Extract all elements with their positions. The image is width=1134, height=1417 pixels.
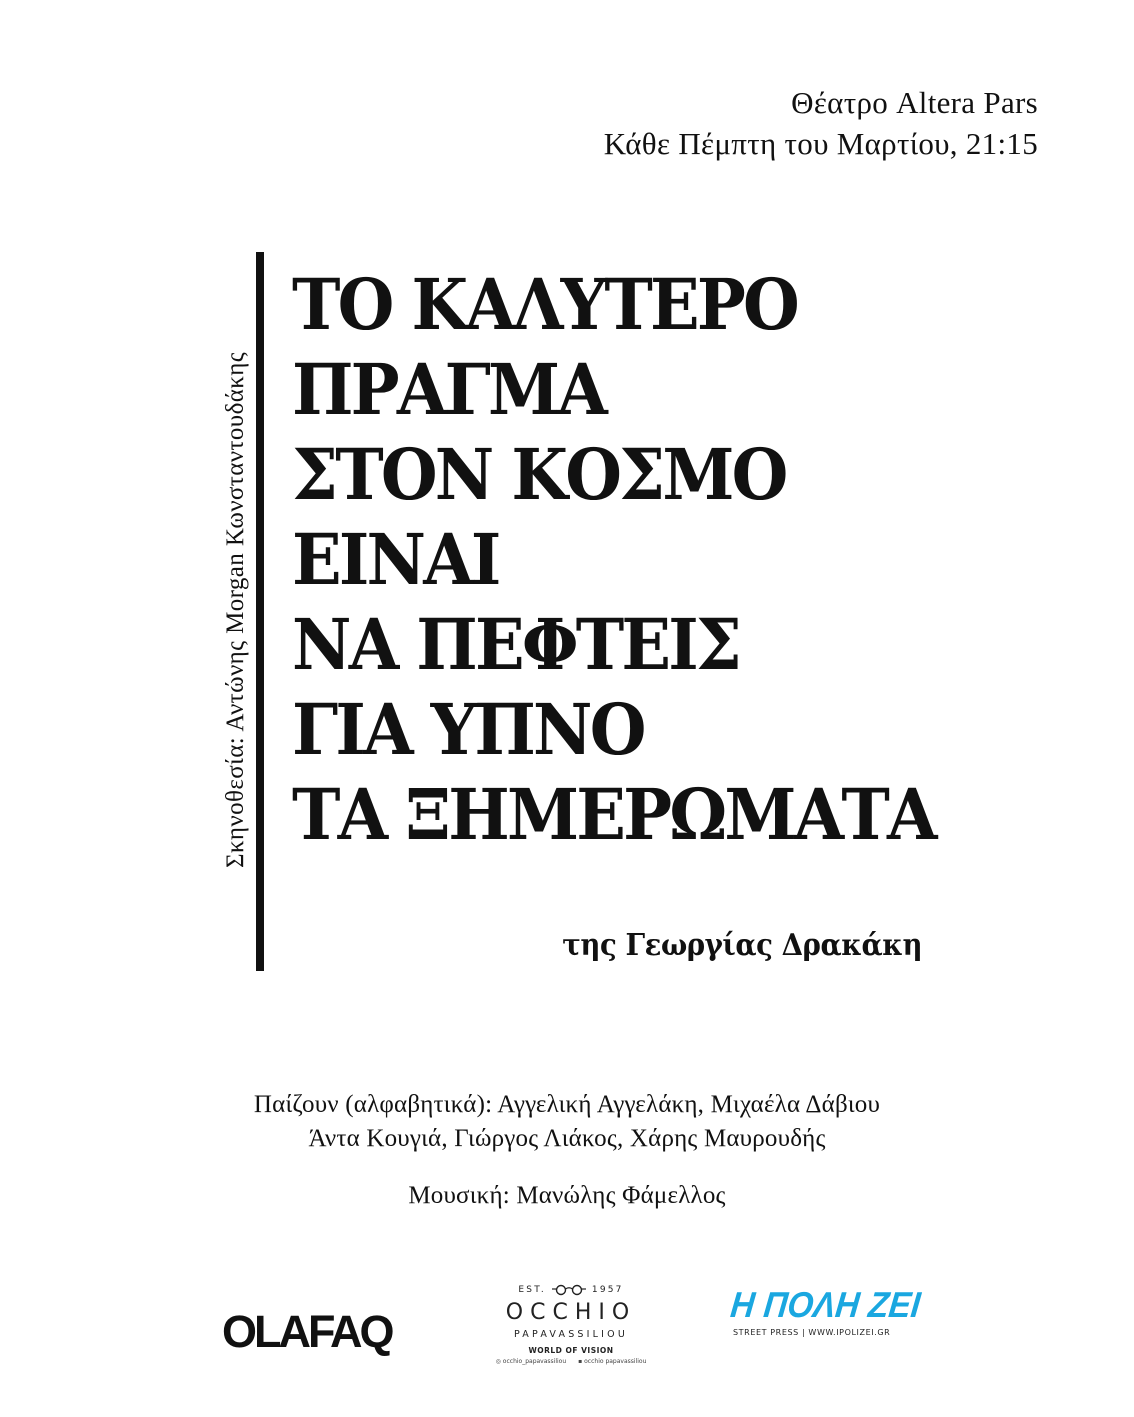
- occhio-sub: PAPAVASSILIOU: [513, 1329, 628, 1340]
- title-line: ΓΙΑ ΥΠΝΟ: [292, 688, 644, 771]
- ipolizei-logo: [728, 1284, 923, 1337]
- occhio-instagram: ◎ occhio_papavassiliou: [495, 1358, 567, 1365]
- cast-line: Άντα Κουγιά, Γιώργος Λιάκος, Χάρης Μαυρουδής: [308, 1125, 826, 1152]
- venue-info: [604, 82, 1038, 164]
- title-line: ΤΑ ΞΗΜΕΡΩΜΑΤΑ: [292, 773, 935, 856]
- occhio-tagline: WORLD OF VISION: [528, 1346, 614, 1355]
- occhio-est-label: EST.: [518, 1285, 546, 1295]
- venue-schedule: Κάθε Πέμπτη του Μαρτίου, 21:15: [603, 126, 1038, 161]
- author-credit: της Γεωργίας Δρακάκη: [562, 928, 922, 963]
- title-line: ΠΡΑΓΜΑ: [292, 348, 605, 431]
- ipolizei-tagline: STREET PRESS | WWW.IPOLIZEI.GR: [733, 1328, 891, 1337]
- occhio-est: [496, 1284, 646, 1296]
- cast-line: Παίζουν (αλφαβητικά): Αγγελική Αγγελάκη, Μιχαέλα Δάβιου: [253, 1091, 881, 1118]
- venue-name: Θέατρο Altera Pars: [791, 85, 1038, 120]
- olafaq-logo: OLAFAQ: [222, 1306, 392, 1357]
- occhio-est-year: 1957: [591, 1285, 624, 1295]
- occhio-facebook-handle: occhio papavassiliou: [584, 1358, 647, 1365]
- glasses-icon: [552, 1284, 586, 1296]
- ipolizei-name: Η ΠΟΛΗ ΖΕΙ: [728, 1284, 923, 1325]
- title-line: ΝΑ ΠΕΦΤΕΙΣ: [292, 603, 740, 686]
- director-text: Σκηνοθεσία: Αντώνης Morgan Κωνσταντουδάκης: [222, 351, 249, 869]
- music-credit: Μουσική: Μανώλης Φάμελλος: [408, 1182, 726, 1209]
- occhio-logo: [496, 1284, 646, 1365]
- occhio-social: [496, 1358, 646, 1365]
- occhio-instagram-handle: occhio_papavassiliou: [502, 1358, 567, 1365]
- occhio-facebook: ▪ occhio papavassiliou: [578, 1358, 647, 1365]
- play-title: [292, 262, 935, 857]
- occhio-name: OCCHIO: [505, 1300, 637, 1325]
- title-line: ΕΙΝΑΙ: [292, 518, 499, 601]
- title-line: ΤΟ ΚΑΛΥΤΕΡΟ: [292, 263, 797, 346]
- vertical-divider: [256, 252, 264, 971]
- cast-credits: [0, 1088, 1134, 1156]
- title-line: ΣΤΟΝ ΚΟΣΜΟ: [292, 433, 786, 516]
